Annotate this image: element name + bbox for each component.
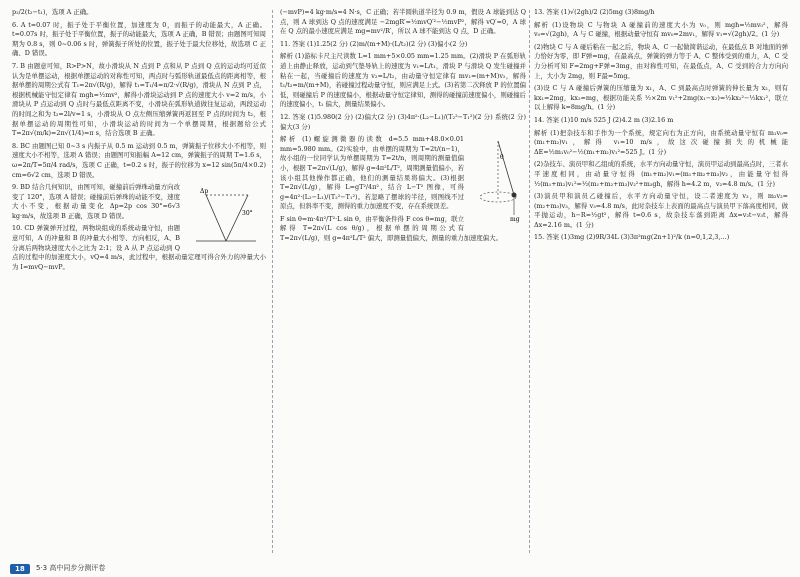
answer-7: 7. B 由题意可知，R>P>N，故小滑块从 N 点到 P 点和从 P 点到 Q 点的运动均可近似认为是单摆运动，根据单摆运动的对称性可知，两点时与弧形轨道最低点的距离相等，根据单摆的周期公式有 T₁=2π√(R/g)，解得 t₁=T₁/4=π/2·√(R/g)，滑块从 N 点到 P 点，根据机械能守恒定律有 mgh=½mv²，解得小滑块运动到 P 点的速度大小 v=2 m/s，小滑块从 P 点运动到 Q 点时与最低点距离不变，小滑块在弧形轨道做往复运动，两段运动的时间之和为 t₂=2l/v=1 s，小滑块从 O 点左侧压缩弹簧再返回至 P 点的时间为 t₂，根据单摆运动的周期性可知，小滑块运动的时间为一个单摆周期，根据题给公式 T=2π√(m/k)=2π√(1/4)=π s，结合选项 B 正确。 (12, 61, 266, 138)
solution-12-tail: F sin θ=m·4π²/T²·L sin θ，由平衡条件得 F cos θ=mg，联立解得 T=2π√(L cos θ/g)，根据单摆的周期公式有 T=2π√(L/g)，则 g=4π²L/T² 偏大，即测量值偏大，测量的重力加速度偏大。 (280, 214, 502, 243)
answer-15: 15. 答案 (1)3mg (2)9R/34L (3)3π²mg(2n+1)²/k (n=0,1,2,3,…) (534, 233, 730, 242)
solution-13-part2: (2)物块 C 与 A 碰后粘在一起之后，物块 A、C 一起做简谐运动，在最低点 B 对地面的弹力恰好为零，即 F弹=mg，在最高点，弹簧的弹力等于 A、C 整体受到的重力，A、C 受力分析可知 F=2mg+F弹=3mg，由对称性可知，在最低点，A、C 受到的合力方向向上，大小为 2mg，则 F最=5mg。 (534, 42, 788, 80)
column-middle (280, 8, 526, 557)
solution-11: 解析 (1)游标卡尺主尺读数 L=1 mm+5×0.05 mm=1.25 mm。(2)滑块 P 在弧形轨道上由静止释放，运动到气垫导轨上的速度为 v₁=L/t₁，滑块 P 与滑块 Q 发生碰撞并粘在一起，当碰撞后的速度为 v₂=L/t₂，由动量守恒定律有 mv₁=(m+M)v₂，解得 t₁/t₂=m/(m+M)，若碰撞过程动量守恒，则应满足上式。(3)若第二次释放 P 的位置偏低，则碰撞后 P 的速度偏小，根据动量守恒定律知，测得的碰撞前速度偏小，则碰撞后的速度偏小，t₁ 偏大，测量结果偏小。 (280, 52, 526, 109)
solution-14-part1: 解析 (1)把杂技车和手作为一个系统，规定向右为正方向，由系统动量守恒有 m₁v₀=(m₁+m₂)v₁，解得 v₁=10 m/s，故这次碰撞损失的机械能 ΔE=½m₁v₀²−½(m₁+m₂)v₁²=525 J。(1 分) (534, 128, 788, 156)
page-footer (0, 559, 800, 577)
momentum-vector-diagram (186, 185, 266, 249)
answer-6: 6. A t=0.07 时，振子处于平衡位置，加速度为 0，而振子的动能最大，A 正确。t=0.07s 时，振子处于平衡位置，振子的动能最大，选项 A 正确，B 错误；由题图可知周期为 0.8 s，则 0~0.06 s 时，弹簧振子所处的位置，振子处于最大位移处，故选项 C 正确、D 错误。 (12, 20, 266, 58)
column-right (534, 8, 788, 557)
column-divider (529, 10, 530, 553)
answer-10: 10. CD 弹簧弹开过程，两物块组成的系统动量守恒，由题意可知，A 的冲量和 B 的冲量大小相等、方向相反，A、B 分离后两物块速度大小之比为 2:1；设 A 从 P 点运动到 Q 点的过程中的加速度大小，vQ=4 m/s，此过程中，根据动量定理可得合外力的冲量大小为 I=mvQ−mvP。 (12, 224, 266, 271)
solution-14-part3: (3)演员甲和演员乙碰撞后，水平方向动量守恒，设二者速度为 v₃，则 m₂v₂=(m₂+m₃)v₃，解得 v₃=4.8 m/s，此时杂技车上表面的最高点与演员甲下落高度相同，做平抛运动，h−R=½gt²，解得 t=0.6 s，故杂技车落到距离 Δx=v₂t−v₃t，解得 Δx=2.16 m。(1 分) (534, 192, 788, 229)
answer-9: 9. BD 结合几何知识，由图可知，碰撞前后弹珠动量方向改变了 120°，选项 A 错误；碰撞前后弹珠的动能不变，速度大小不变，根据动量变化 Δp=2p cos 30°=6√3 kg·m/s，故选项 B 正确，选项 D 错误。 (12, 183, 180, 220)
solution-13-part1: 解析 (1)设物块 C 与物块 A 碰撞前的速度大小为 v₀，则 mgh=½mv₀²，解得 v₀=√(2gh)，A 与 C 碰撞，根据动量守恒有 mv₀=2mv₁，解得 v₁=√(2gh)/2。(1 分) (534, 20, 788, 39)
solution-12: 解析 (1)螺旋测微器的读数 d=5.5 mm+48.0×0.01 mm=5.980 mm。(2)实验中，由单摆的周期为 T=2t/(n−1)，故小组的一位同学认为单摆周期为 T=2t/n，则周期的测量值偏小，根据 T=2π√(L/g)，解得 g=4π²L/T²，周期测量值偏小，若该小组其他操作都正确，他们的测量结果将偏大。(3)根据 T=2π√(L/g)，解得 L=gT²/4π²，结合 L−T² 图像，可得 g=4π²·(L₂−L₁)/(T₂²−T₁²)。若忽略了摆球的半径，则图线不过原点，但斜率不变，测得的重力加速度不变，存在系统误差。 (280, 135, 464, 211)
answer-13: 13. 答案 (1)√(2gh)/2 (2)5mg (3)8mg/h (534, 8, 655, 16)
svg-text:30°: 30° (242, 210, 253, 218)
page-number: 18 (10, 564, 30, 574)
svg-text:Δp: Δp (200, 188, 209, 196)
solution-13-part3: (3)设 C 与 A 碰撞后弹簧的压缩量为 x₁，A、C 到最高点时弹簧的伸长量为 x₂，则有 kx₁=2mg，kx₂=mg，根据功能关系 ½×2m v₁²+2mg(x₁−x₂)=½kx₂²−½kx₁²，联立以上解得 k=8mg/h。(1 分) (534, 84, 788, 112)
svg-text:θ: θ (500, 154, 504, 162)
solution-14-part2: (2)杂技车、演员甲和乙组成的系统，水平方向动量守恒，演员甲运动到最高点时，三者水平速度相同，由动量守恒得 (m₁+m₂)v₁=(m₁+m₂+m₃)v₂，由能量守恒得 ½(m₁+m₂)v₁²=½(m₁+m₂+m₃)v₂²+m₃gh，解得 h=4.2 m，v₂=4.8 m/s。(1 分) (534, 160, 788, 188)
answer-5-tail: p₂/2(t₂−t₁)，选项 A 正确。 (12, 8, 93, 16)
conical-pendulum-diagram (470, 137, 526, 223)
column-divider (272, 10, 273, 553)
answer-11: 11. 答案 (1)1.25(2 分) (2)m/(m+M)·(L/t₂)(2 分) (3)偏小(2 分) (280, 39, 468, 48)
book-title: 5·3 高中同步分测评卷 (36, 564, 106, 572)
answer-8: 8. BC 由题图已知 0~3 s 内振子从 0.5 m 运动到 0.5 m，弹簧振子位移大小不相等，则速度大小不相等，选项 A 错误；由题图可知振幅 A=12 cm，弹簧振子的周期 T=1.6 s，ω=2π/T=5π/4 rad/s，选项 C 正确，t=0.2 s 时，振子的位移为 x=12 sin(5π/4×0.2) cm=6√2 cm，选项 D 错误。 (12, 141, 266, 179)
answer-12: 12. 答案 (1)5.980(2 分) (2)偏大(2 分) (3)4π²·(L₂−L₁)/(T₂²−T₁²)(2 分) 系统(2 分) 偏大(3 分) (280, 112, 526, 131)
answer-14: 14. 答案 (1)10 m/s 525 J (2)4.2 m (3)2.16 m (534, 115, 674, 124)
svg-text:mg: mg (510, 216, 520, 224)
answer-10-tail: (−mvP)=4 kg·m/s=4 N·s，C 正确；若半圆轨道半径为 0.9 m，假设 A 球能到达 Q 点，则 A 球到达 Q 点的速度满足 −2mgR′=½mvQ′²−½mvP²，解得 vQ′=0，A 球在 Q 点的最小速度应满足 mg=mv²/R′，所以 A 球不能到达 Q 点，D 正确。 (280, 8, 526, 36)
column-left (12, 8, 266, 557)
